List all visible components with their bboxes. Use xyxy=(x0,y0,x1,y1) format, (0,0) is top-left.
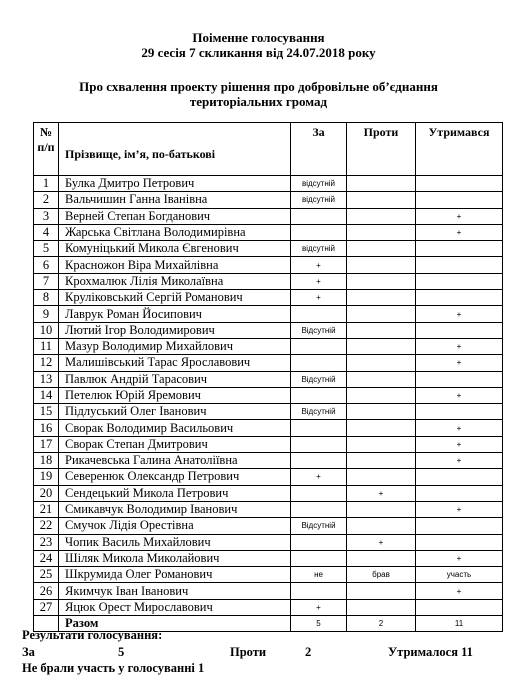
table-row xyxy=(34,534,503,550)
vote-against xyxy=(347,387,416,403)
column-header-against: Проти xyxy=(347,123,416,176)
row-number: 24 xyxy=(34,550,59,566)
deputy-name: Крохмалюк Лілія Миколаївна xyxy=(59,273,291,289)
vote-for: Відсутній xyxy=(291,404,347,420)
vote-abstain: + xyxy=(416,387,503,403)
deputy-name: Шкрумида Олег Романович xyxy=(59,567,291,583)
row-number: 21 xyxy=(34,501,59,517)
results-against-value: 2 xyxy=(305,645,312,659)
vote-for: + xyxy=(291,273,347,289)
deputy-name: Шіляк Микола Миколайович xyxy=(59,550,291,566)
deputy-name: Комуніцький Микола Євгенович xyxy=(59,241,291,257)
vote-for xyxy=(291,208,347,224)
vote-against xyxy=(347,501,416,517)
vote-for xyxy=(291,387,347,403)
row-number: 16 xyxy=(34,420,59,436)
table-row xyxy=(34,599,503,615)
row-number: 20 xyxy=(34,485,59,501)
vote-for xyxy=(291,420,347,436)
total-against: 2 xyxy=(347,616,416,632)
table-row xyxy=(34,550,503,566)
deputy-name: Підлуський Олег Іванович xyxy=(59,404,291,420)
table-row xyxy=(34,273,503,289)
table-row xyxy=(34,469,503,485)
vote-abstain xyxy=(416,273,503,289)
vote-for xyxy=(291,550,347,566)
vote-for: не xyxy=(291,567,347,583)
row-number: 26 xyxy=(34,583,59,599)
deputy-name: Рикачевська Галина Анатоліївна xyxy=(59,453,291,469)
deputy-name: Жарська Світлана Володимирівна xyxy=(59,224,291,240)
row-number: 22 xyxy=(34,518,59,534)
row-number: 6 xyxy=(34,257,59,273)
table-row xyxy=(34,224,503,240)
vote-abstain: + xyxy=(416,550,503,566)
vote-abstain xyxy=(416,322,503,338)
vote-for: + xyxy=(291,290,347,306)
deputy-name: Смучок Лідія Орестівна xyxy=(59,518,291,534)
table-row xyxy=(34,338,503,354)
deputy-name: Сворак Степан Дмитрович xyxy=(59,436,291,452)
vote-against xyxy=(347,371,416,387)
vote-against xyxy=(347,355,416,371)
vote-abstain xyxy=(416,257,503,273)
table-row xyxy=(34,208,503,224)
vote-against xyxy=(347,322,416,338)
deputy-name: Круліковський Сергій Романович xyxy=(59,290,291,306)
document-title: Поіменне голосування xyxy=(192,30,325,45)
table-row xyxy=(34,241,503,257)
deputy-name: Яцюк Орест Мирославович xyxy=(59,599,291,615)
vote-against: + xyxy=(347,485,416,501)
vote-abstain: + xyxy=(416,208,503,224)
row-number: 1 xyxy=(34,176,59,192)
total-for: 5 xyxy=(291,616,347,632)
table-row xyxy=(34,420,503,436)
vote-against xyxy=(347,583,416,599)
vote-abstain: + xyxy=(416,338,503,354)
vote-for xyxy=(291,583,347,599)
table-row xyxy=(34,518,503,534)
vote-abstain xyxy=(416,518,503,534)
vote-against xyxy=(347,257,416,273)
deputy-name: Северенюк Олександр Петрович xyxy=(59,469,291,485)
vote-against xyxy=(347,224,416,240)
vote-abstain xyxy=(416,469,503,485)
deputy-name: Булка Дмитро Петрович xyxy=(59,176,291,192)
row-number: 7 xyxy=(34,273,59,289)
deputy-name: Вальчишин Ганна Іванівна xyxy=(59,192,291,208)
vote-against xyxy=(347,208,416,224)
vote-against xyxy=(347,420,416,436)
session-date: 29 сесія 7 скликання від 24.07.2018 року xyxy=(141,45,376,60)
table-row xyxy=(34,436,503,452)
deputy-name: Смикавчук Володимир Іванович xyxy=(59,501,291,517)
row-number: 5 xyxy=(34,241,59,257)
deputy-name: Чопик Василь Михайлович xyxy=(59,534,291,550)
vote-for: Відсутній xyxy=(291,322,347,338)
vote-abstain: участь xyxy=(416,567,503,583)
column-header-number-line2: п/п xyxy=(37,140,55,154)
table-row xyxy=(34,322,503,338)
row-number: 19 xyxy=(34,469,59,485)
row-number: 15 xyxy=(34,404,59,420)
table-row xyxy=(34,387,503,403)
table-row xyxy=(34,192,503,208)
vote-against xyxy=(347,599,416,615)
column-header-abstain: Утримався xyxy=(416,123,503,176)
results-abstain: Утрималося 11 xyxy=(388,645,473,659)
vote-abstain xyxy=(416,534,503,550)
vote-abstain: + xyxy=(416,306,503,322)
vote-for xyxy=(291,501,347,517)
deputy-name: Петелюк Юрій Яремович xyxy=(59,387,291,403)
vote-for xyxy=(291,355,347,371)
column-header-number xyxy=(34,123,59,176)
vote-against xyxy=(347,306,416,322)
table-row xyxy=(34,306,503,322)
vote-for: + xyxy=(291,469,347,485)
vote-against xyxy=(347,436,416,452)
vote-for: + xyxy=(291,599,347,615)
row-number: 11 xyxy=(34,338,59,354)
results-title: Результати голосування: xyxy=(22,628,163,642)
vote-abstain: + xyxy=(416,583,503,599)
table-row xyxy=(34,257,503,273)
vote-abstain: + xyxy=(416,453,503,469)
column-header-for: За xyxy=(291,123,347,176)
vote-for xyxy=(291,338,347,354)
subject-line-1: Про схвалення проекту рішення про добровільне об’єднання xyxy=(79,79,438,94)
table-row xyxy=(34,567,503,583)
table-row xyxy=(34,485,503,501)
table-row xyxy=(34,355,503,371)
table-row xyxy=(34,176,503,192)
vote-for: + xyxy=(291,257,347,273)
row-number: 8 xyxy=(34,290,59,306)
deputy-name: Сендецький Микола Петрович xyxy=(59,485,291,501)
vote-against xyxy=(347,469,416,485)
deputy-name: Лютий Ігор Володимирович xyxy=(59,322,291,338)
vote-against xyxy=(347,550,416,566)
row-number: 25 xyxy=(34,567,59,583)
deputy-name: Якимчук Іван Іванович xyxy=(59,583,291,599)
row-number: 2 xyxy=(34,192,59,208)
table-row xyxy=(34,404,503,420)
vote-for xyxy=(291,306,347,322)
vote-abstain xyxy=(416,599,503,615)
deputy-name: Мазур Володимир Михайлович xyxy=(59,338,291,354)
vote-abstain xyxy=(416,290,503,306)
deputy-name: Павлюк Андрій Тарасович xyxy=(59,371,291,387)
row-number: 27 xyxy=(34,599,59,615)
table-row xyxy=(34,371,503,387)
column-header-number-line1: № xyxy=(39,125,53,139)
vote-against xyxy=(347,176,416,192)
vote-for xyxy=(291,453,347,469)
row-number: 10 xyxy=(34,322,59,338)
vote-abstain: + xyxy=(416,224,503,240)
vote-abstain xyxy=(416,192,503,208)
vote-for xyxy=(291,436,347,452)
vote-abstain: + xyxy=(416,436,503,452)
deputy-name: Лаврук Роман Йосипович xyxy=(59,306,291,322)
vote-against xyxy=(347,290,416,306)
vote-abstain: + xyxy=(416,355,503,371)
row-number: 4 xyxy=(34,224,59,240)
results-not-participated: Не брали участь у голосуванні 1 xyxy=(22,661,205,675)
row-number: 23 xyxy=(34,534,59,550)
row-number: 3 xyxy=(34,208,59,224)
vote-for xyxy=(291,485,347,501)
row-number: 17 xyxy=(34,436,59,452)
vote-for: Відсутній xyxy=(291,518,347,534)
vote-abstain xyxy=(416,241,503,257)
vote-against xyxy=(347,273,416,289)
table-row xyxy=(34,501,503,517)
row-number: 9 xyxy=(34,306,59,322)
deputy-name: Верней Степан Богданович xyxy=(59,208,291,224)
vote-abstain xyxy=(416,485,503,501)
results-for-value: 5 xyxy=(118,645,125,659)
vote-against: + xyxy=(347,534,416,550)
total-abstain: 11 xyxy=(416,616,503,632)
table-row xyxy=(34,453,503,469)
row-number: 14 xyxy=(34,387,59,403)
vote-abstain xyxy=(416,404,503,420)
vote-abstain: + xyxy=(416,501,503,517)
results-for-label: За xyxy=(22,645,35,659)
table-header-row xyxy=(34,123,503,176)
row-number: 18 xyxy=(34,453,59,469)
row-number: 13 xyxy=(34,371,59,387)
vote-against xyxy=(347,241,416,257)
deputy-name: Красножон Віра Михайлівна xyxy=(59,257,291,273)
vote-for xyxy=(291,224,347,240)
table-row xyxy=(34,583,503,599)
vote-against xyxy=(347,518,416,534)
deputy-name: Сворак Володимир Васильович xyxy=(59,420,291,436)
vote-against xyxy=(347,404,416,420)
vote-against xyxy=(347,338,416,354)
column-header-name: Прізвище, ім’я, по-батькові xyxy=(59,123,291,176)
vote-for: Відсутній xyxy=(291,371,347,387)
vote-against: брав xyxy=(347,567,416,583)
results-against-label: Проти xyxy=(230,645,267,659)
row-number: 12 xyxy=(34,355,59,371)
vote-abstain: + xyxy=(416,420,503,436)
vote-against xyxy=(347,453,416,469)
vote-for: відсутній xyxy=(291,176,347,192)
deputy-name: Малишівський Тарас Ярославович xyxy=(59,355,291,371)
subject-line-2: територіальних громад xyxy=(189,94,328,109)
vote-abstain xyxy=(416,176,503,192)
total-label: Разом xyxy=(59,616,291,632)
vote-for: відсутній xyxy=(291,241,347,257)
vote-for: відсутній xyxy=(291,192,347,208)
vote-against xyxy=(347,192,416,208)
table-row xyxy=(34,290,503,306)
vote-for xyxy=(291,534,347,550)
voting-table xyxy=(33,122,503,632)
vote-abstain xyxy=(416,371,503,387)
